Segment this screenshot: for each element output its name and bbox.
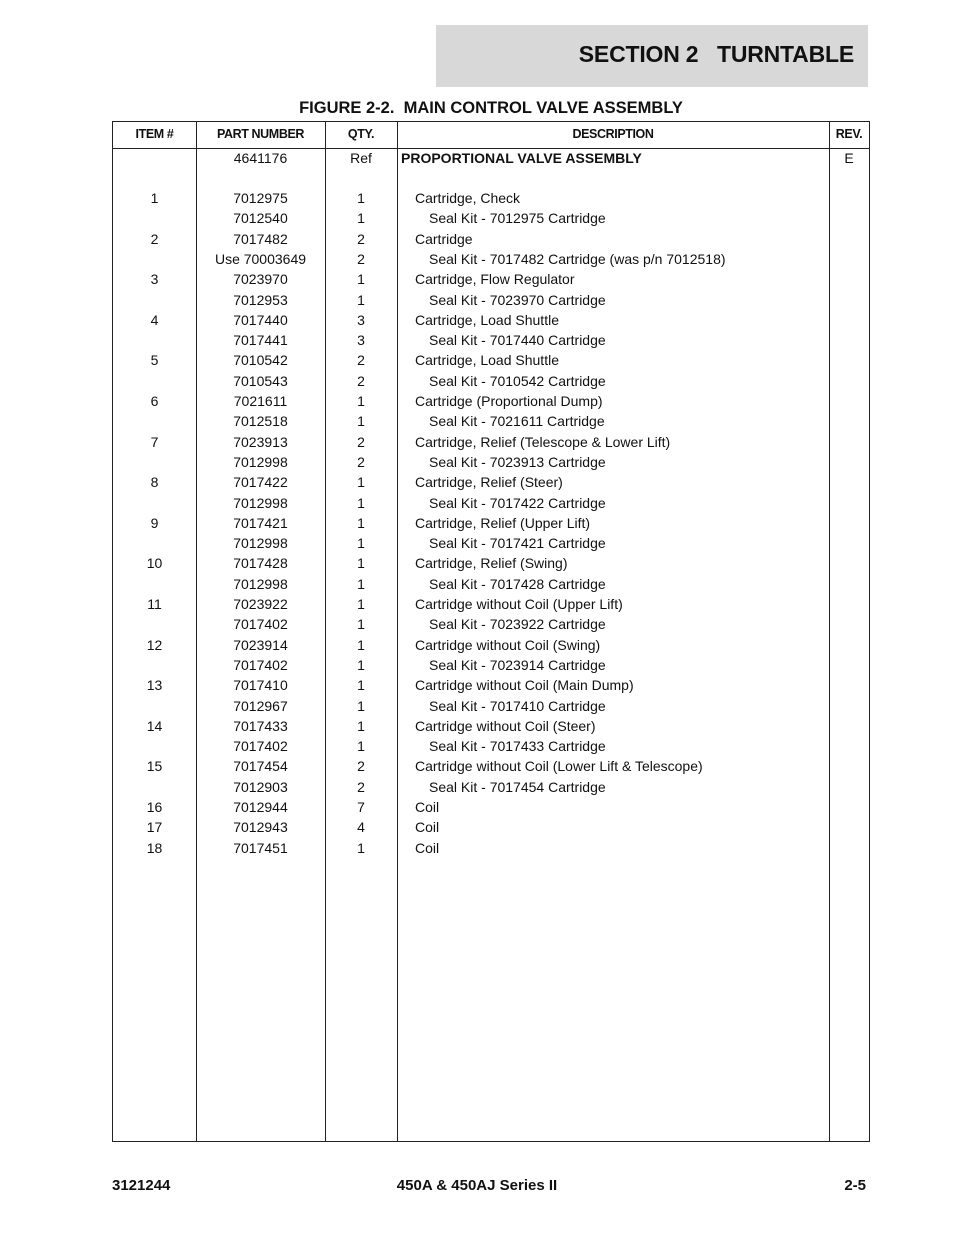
table-row	[113, 290, 869, 310]
part-number-cell: 4641176	[233, 150, 288, 166]
table-row	[113, 594, 869, 614]
quantity-cell: 1	[357, 494, 365, 511]
description-cell: Cartridge, Load Shuttle	[415, 311, 559, 328]
table-row	[113, 452, 869, 472]
part-number-cell: 7012975	[233, 190, 288, 206]
quantity-cell: 2	[357, 250, 365, 267]
item-number-cell: 3	[150, 271, 159, 288]
description-cell: Cartridge without Coil (Lower Lift & Telescope)	[415, 758, 703, 775]
part-number-cell: 7012540	[233, 210, 288, 227]
quantity-cell: 1	[357, 555, 365, 572]
table-row	[113, 777, 869, 797]
quantity-cell: 1	[357, 656, 365, 673]
table-row	[113, 614, 869, 634]
table-row	[113, 229, 869, 249]
table-row	[113, 533, 869, 553]
description-cell: Seal Kit - 7017454 Cartridge	[429, 778, 606, 795]
description-cell: Seal Kit - 7021611 Cartridge	[429, 413, 605, 430]
description-cell: Coil	[415, 819, 440, 836]
description-cell: Seal Kit - 7023922 Cartridge	[429, 616, 606, 633]
item-number-cell: 4	[150, 311, 159, 328]
quantity-cell: 1	[357, 717, 365, 734]
part-number-cell: 7017428	[233, 555, 288, 572]
column-header-qty: QTY.	[347, 127, 375, 141]
description-cell: Seal Kit - 7012975 Cartridge	[429, 210, 606, 227]
table-row	[113, 330, 869, 350]
table-row	[113, 148, 869, 168]
table-row	[113, 350, 869, 370]
table-row	[113, 736, 869, 756]
description-cell: Seal Kit - 7023913 Cartridge	[429, 453, 606, 470]
part-number-cell: 7012967	[233, 697, 288, 714]
item-number-cell: 8	[150, 474, 159, 491]
part-number-cell: 7017421	[233, 514, 288, 531]
quantity-cell: 2	[357, 778, 365, 795]
quantity-cell: 3	[357, 311, 365, 328]
quantity-cell: 1	[357, 474, 365, 491]
description-cell: Seal Kit - 7023914 Cartridge	[429, 656, 606, 673]
quantity-cell: 1	[357, 636, 365, 653]
table-row	[113, 472, 869, 492]
quantity-cell: 2	[357, 230, 365, 247]
footer-doc-number: 3121244	[112, 1177, 171, 1194]
quantity-cell: 1	[357, 190, 365, 206]
table-row	[113, 655, 869, 675]
item-number-cell: 15	[146, 758, 163, 775]
part-number-cell: 7023914	[233, 636, 288, 653]
description-cell: Seal Kit - 7017410 Cartridge	[429, 697, 606, 714]
table-row	[113, 411, 869, 431]
quantity-cell: 1	[357, 596, 365, 612]
item-number-cell: 14	[146, 717, 163, 734]
item-number-cell: 9	[150, 514, 159, 531]
table-row	[113, 371, 869, 391]
description-cell: Cartridge, Check	[415, 190, 521, 206]
description-cell: Seal Kit - 7017440 Cartridge	[429, 332, 606, 349]
description-cell: Cartridge, Relief (Steer)	[415, 474, 563, 491]
table-row	[113, 574, 869, 594]
item-number-cell: 6	[150, 393, 159, 409]
table-row	[113, 838, 869, 858]
footer-model: 450A & 450AJ Series II	[396, 1177, 558, 1194]
description-cell: Cartridge without Coil (Steer)	[415, 717, 596, 734]
item-number-cell: 5	[150, 352, 159, 369]
table-row	[113, 675, 869, 695]
quantity-cell: 4	[357, 819, 365, 836]
section-banner	[436, 25, 868, 87]
part-number-cell: 7010543	[233, 372, 288, 389]
description-cell: Cartridge	[415, 230, 473, 247]
item-number-cell: 2	[150, 230, 159, 247]
quantity-cell: 2	[357, 453, 365, 470]
quantity-cell: 1	[357, 210, 365, 227]
quantity-cell: Ref	[350, 150, 372, 166]
column-header-item: ITEM #	[135, 127, 174, 141]
part-number-cell: 7012998	[233, 453, 288, 470]
item-number-cell: 18	[146, 839, 163, 856]
part-number-cell: 7017402	[233, 616, 288, 633]
part-number-cell: 7017441	[233, 332, 288, 349]
description-cell: Cartridge (Proportional Dump)	[415, 393, 603, 409]
part-number-cell: 7017422	[233, 474, 288, 491]
part-number-cell: 7023922	[233, 596, 288, 612]
part-number-cell: 7012518	[233, 413, 288, 430]
description-cell: Cartridge without Coil (Main Dump)	[415, 677, 634, 694]
column-header-description: DESCRIPTION	[572, 127, 654, 141]
quantity-cell: 1	[357, 697, 365, 714]
quantity-cell: 1	[357, 413, 365, 430]
item-number-cell: 16	[146, 799, 163, 815]
description-cell: Coil	[415, 839, 440, 856]
part-number-cell: 7017440	[233, 311, 288, 328]
part-number-cell: 7012944	[233, 799, 288, 815]
table-row	[113, 756, 869, 776]
part-number-cell: 7012953	[233, 291, 288, 308]
quantity-cell: 1	[357, 514, 365, 531]
parts-table	[112, 121, 870, 1142]
revision-cell: E	[844, 150, 854, 166]
quantity-cell: 7	[357, 799, 365, 815]
quantity-cell: 2	[357, 372, 365, 389]
quantity-cell: 1	[357, 616, 365, 633]
table-row	[113, 553, 869, 573]
table-row	[113, 188, 869, 208]
description-cell: Seal Kit - 7017422 Cartridge	[429, 494, 606, 511]
description-cell: Cartridge, Flow Regulator	[415, 271, 575, 288]
description-cell: Seal Kit - 7017482 Cartridge (was p/n 7012518)	[429, 250, 726, 267]
quantity-cell: 1	[357, 291, 365, 308]
part-number-cell: 7017402	[233, 656, 288, 673]
description-cell: Seal Kit - 7023970 Cartridge	[429, 291, 606, 308]
table-row	[113, 696, 869, 716]
description-cell: Seal Kit - 7017421 Cartridge	[429, 535, 606, 552]
quantity-cell: 2	[357, 758, 365, 775]
part-number-cell: 7017433	[233, 717, 288, 734]
quantity-cell: 3	[357, 332, 365, 349]
description-cell: Seal Kit - 7017428 Cartridge	[429, 575, 606, 592]
quantity-cell: 1	[357, 677, 365, 694]
table-row	[113, 716, 869, 736]
part-number-cell: 7017451	[233, 839, 288, 856]
quantity-cell: 1	[357, 575, 365, 592]
part-number-cell: 7021611	[233, 393, 288, 409]
description-cell: Cartridge, Relief (Upper Lift)	[415, 514, 591, 531]
section-title: SECTION 2 TURNTABLE	[578, 41, 854, 67]
quantity-cell: 1	[357, 271, 365, 288]
description-cell: Coil	[415, 799, 440, 815]
figure-title: FIGURE 2-2. MAIN CONTROL VALVE ASSEMBLY	[299, 99, 683, 117]
part-number-cell: 7017402	[233, 738, 288, 755]
column-header-rev: REV.	[835, 127, 863, 141]
table-row	[113, 208, 869, 228]
item-number-cell: 11	[147, 596, 162, 612]
part-number-cell: 7017454	[233, 758, 288, 775]
part-number-cell: 7010542	[233, 352, 288, 369]
table-row	[113, 391, 869, 411]
part-number-cell: Use 70003649	[214, 250, 307, 267]
footer-page-number: 2-5	[844, 1177, 866, 1194]
item-number-cell: 12	[146, 636, 163, 653]
part-number-cell: 7023970	[233, 271, 288, 288]
quantity-cell: 1	[357, 393, 365, 409]
description-cell: Cartridge without Coil (Upper Lift)	[415, 596, 623, 612]
description-cell: Cartridge, Load Shuttle	[415, 352, 559, 369]
column-header-part-number: PART NUMBER	[216, 127, 305, 141]
part-number-cell: 7017482	[233, 230, 288, 247]
quantity-cell: 1	[357, 535, 365, 552]
item-number-cell: 13	[146, 677, 163, 694]
part-number-cell: 7023913	[233, 433, 288, 450]
table-row	[113, 310, 869, 330]
part-number-cell: 7012998	[233, 535, 288, 552]
table-row	[113, 797, 869, 817]
description-cell: Cartridge without Coil (Swing)	[415, 636, 601, 653]
part-number-cell: 7012943	[233, 819, 288, 836]
description-cell: Cartridge, Relief (Telescope & Lower Lift)	[415, 433, 671, 450]
part-number-cell: 7017410	[233, 677, 288, 694]
table-row	[113, 817, 869, 837]
item-number-cell: 10	[146, 555, 163, 572]
quantity-cell: 2	[357, 352, 365, 369]
table-row	[113, 432, 869, 452]
description-cell: Seal Kit - 7010542 Cartridge	[429, 372, 606, 389]
table-row	[113, 493, 869, 513]
part-number-cell: 7012998	[233, 494, 288, 511]
quantity-cell: 2	[357, 433, 365, 450]
description-cell: Cartridge, Relief (Swing)	[415, 555, 568, 572]
table-row	[113, 249, 869, 269]
table-row	[113, 513, 869, 533]
description-cell: PROPORTIONAL VALVE ASSEMBLY	[401, 150, 642, 166]
item-number-cell: 1	[150, 190, 159, 206]
item-number-cell: 7	[150, 433, 159, 450]
table-row	[113, 635, 869, 655]
description-cell: Seal Kit - 7017433 Cartridge	[429, 738, 606, 755]
part-number-cell: 7012903	[233, 778, 288, 795]
quantity-cell: 1	[357, 839, 365, 856]
table-row	[113, 269, 869, 289]
part-number-cell: 7012998	[233, 575, 288, 592]
quantity-cell: 1	[357, 738, 365, 755]
item-number-cell: 17	[146, 819, 163, 836]
